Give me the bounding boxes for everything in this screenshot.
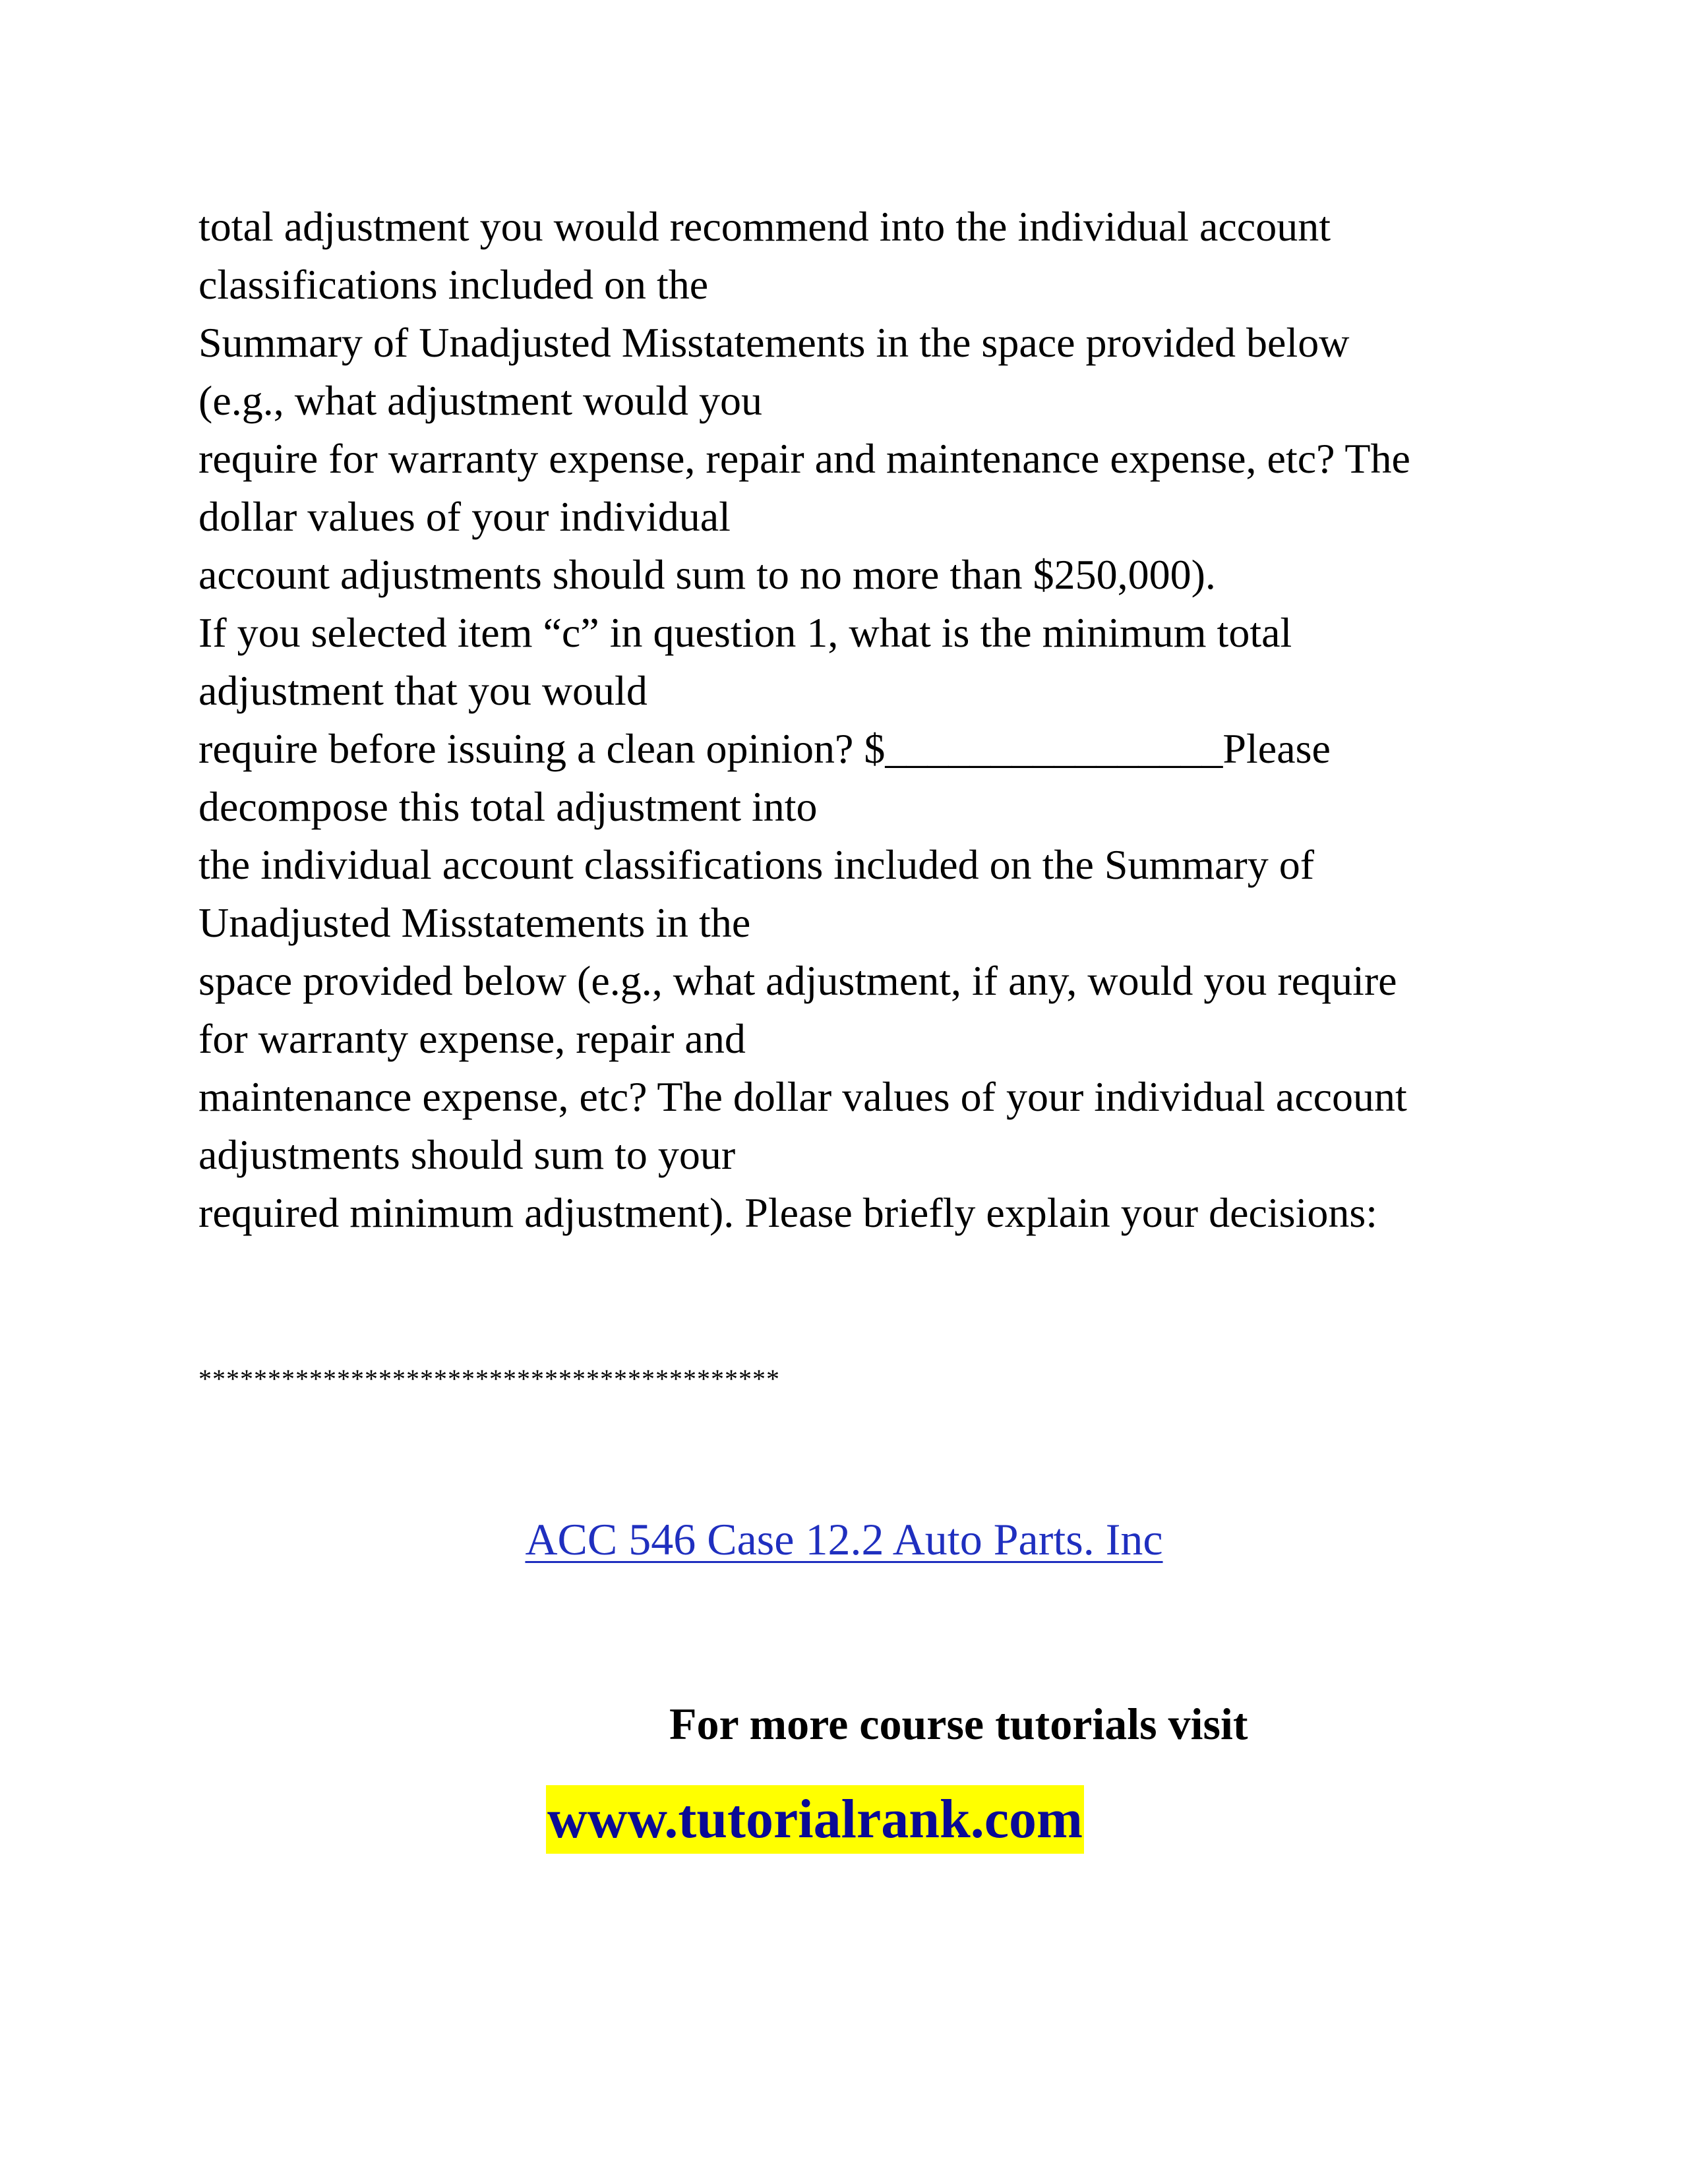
body-line: (e.g., what adjustment would you [198,377,762,424]
body-line: Unadjusted Misstatements in the [198,899,751,946]
body-line: required minimum adjustment). Please briefly explain your decisions: [198,1189,1378,1236]
body-line: account adjustments should sum to no more than $250,000). [198,551,1216,598]
body-line: total adjustment you would recommend into the individual account [198,203,1331,250]
body-line: Summary of Unadjusted Misstatements in the space provided below [198,319,1350,366]
body-line: require before issuing a clean opinion? $________________Please [198,725,1331,772]
body-line: dollar values of your individual [198,493,731,540]
case-link-container [0,1510,1688,1569]
body-text [198,198,1517,1242]
asterisk-separator: ****************************************** [198,1364,780,1394]
body-line: If you selected item “c” in question 1, what is the minimum total [198,609,1292,656]
body-line: require for warranty expense, repair and maintenance expense, etc? The [198,435,1410,482]
case-link[interactable]: ACC 546 Case 12.2 Auto Parts. Inc [525,1514,1163,1564]
body-line: the individual account classifications included on the Summary of [198,841,1315,888]
body-line: adjustments should sum to your [198,1131,736,1178]
promo-url[interactable]: www.tutorialrank.com [546,1785,1084,1854]
body-line: maintenance expense, etc? The dollar values of your individual account [198,1073,1407,1120]
body-line: adjustment that you would [198,667,648,714]
body-line: classifications included on the [198,261,709,308]
body-line: decompose this total adjustment into [198,783,818,830]
promo-heading: For more course tutorials visit [669,1699,1248,1749]
body-line: for warranty expense, repair and [198,1015,746,1062]
body-line: space provided below (e.g., what adjustment, if any, would you require [198,957,1397,1004]
